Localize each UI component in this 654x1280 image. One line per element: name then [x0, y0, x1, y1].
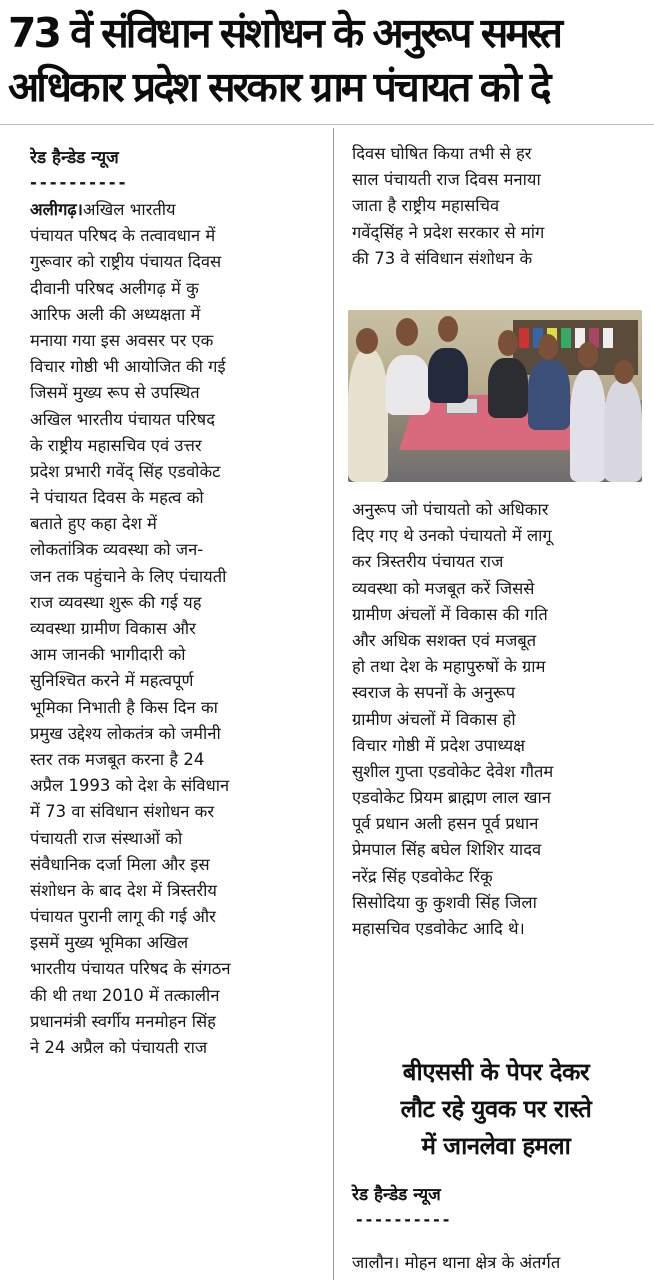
photo-head: [498, 330, 518, 356]
body-line: [352, 141, 642, 167]
photo-head: [614, 360, 634, 384]
body-line-text: ग्रामीण अंचलों में विकास हो: [352, 709, 516, 729]
body-line: [30, 223, 320, 249]
body-line-text: भारतीय पंचायत परिषद के संगठन: [30, 959, 231, 979]
body-line-text: बताते हुए कहा देश में: [30, 514, 157, 534]
body-line-text: में 73 वा संविधान संशोधन कर: [30, 802, 215, 822]
body-line: [352, 654, 642, 680]
body-line-text: सिसोदिया कु कुशवी सिंह जिला: [352, 892, 537, 912]
body-line-text: प्रमुख उद्देश्य लोकतंत्र को जमीनी: [30, 723, 221, 743]
body-line: [30, 380, 320, 406]
body-line: [30, 878, 320, 904]
body-line-text: दिवस घोषित किया तभी से हर: [352, 144, 532, 163]
body-line-text: गुरूवार को राष्ट्रीय पंचायत दिवस: [30, 252, 222, 272]
photo-person: [528, 360, 570, 430]
body-line: [352, 628, 642, 654]
body-line-text: जाता है राष्ट्रीय महासचिव: [352, 196, 500, 216]
body-line: [30, 433, 320, 459]
body-line: [352, 576, 642, 602]
body-line-text: गवेंद्सिंह ने प्रदेश सरकार से मांग: [352, 222, 545, 242]
body-line-text: सुनिश्चित करने में महत्वपूर्ण: [30, 671, 194, 691]
body-line: [352, 549, 642, 575]
body-line-text: ने पंचायत दिवस के महत्व को: [30, 488, 204, 508]
body-line: [30, 485, 320, 511]
body-line: [352, 193, 642, 219]
right-column-top: [352, 141, 642, 272]
body-line: [30, 590, 320, 616]
body-line: [30, 852, 320, 878]
second-headline-line: बीएससी के पेपर देकर: [402, 1058, 590, 1086]
photo-head: [356, 328, 378, 354]
body-line: [30, 511, 320, 537]
body-line-text: राज व्यवस्था शुरू की गई यह: [30, 592, 202, 612]
body-line: [352, 864, 642, 890]
body-line-text: ग्रामीण अंचलों में विकास की गति: [352, 604, 548, 624]
body-line-text: संशोधन के बाद देश में त्रिस्तरीय: [30, 880, 217, 900]
left-column: [30, 143, 320, 1061]
body-line-text: साल पंचायती राज दिवस मनाया: [352, 170, 541, 190]
body-line: [30, 826, 320, 852]
headline-line: अधिकार प्रदेश सरकार ग्राम पंचायत को दे: [8, 63, 549, 111]
body-line: [352, 759, 642, 785]
photo-book: [603, 328, 613, 348]
body-line-text: अनुरूप जो पंचायतो को अधिकार: [352, 500, 549, 519]
body-line-text: जन तक पहुंचाने के लिए पंचायती: [30, 566, 227, 586]
dateline: अलीगढ़।: [30, 200, 83, 219]
body-line: [352, 733, 642, 759]
body-line: [352, 811, 642, 837]
body-line-text: पूर्व प्रधान अली हसन पूर्व प्रधान: [352, 814, 539, 834]
body-line-text: महासचिव एडवोकेट आदि थे।: [352, 919, 525, 938]
body-line-text: व्यवस्था को मजबूत करें जिससे: [352, 578, 535, 598]
body-line: [352, 220, 642, 246]
body-line: [30, 302, 320, 328]
body-line-text: विचार गोष्ठी भी आयोजित की गई: [30, 357, 226, 377]
second-byline: रेड हैन्डेड न्यूज: [352, 1185, 441, 1205]
photo-book: [561, 328, 571, 348]
second-headline-line: लौट रहे युवक पर रास्ते: [400, 1095, 592, 1123]
body-line: [30, 956, 320, 982]
right-top-body: [352, 141, 642, 272]
body-line-text: हो तथा देश के महापुरुषों के ग्राम: [352, 657, 546, 677]
body-line: [352, 497, 642, 523]
second-headline: [346, 1054, 646, 1165]
body-line-text: दिए गए थे उनको पंचायतो में लागू: [352, 526, 552, 546]
body-line-text: आरिफ अली की अध्यक्षता में: [30, 304, 201, 324]
body-line: [30, 930, 320, 956]
body-line: [352, 167, 642, 193]
top-rule: [0, 124, 654, 125]
headline-line: 73 वें संविधान संशोधन के अनुरूप समस्त: [8, 9, 561, 57]
body-line: [30, 642, 320, 668]
body-line-text: कर त्रिस्तरीय पंचायत राज: [352, 552, 504, 572]
body-line: [352, 680, 642, 706]
body-line: [30, 773, 320, 799]
body-line-text: अखिल भारतीय पंचायत परिषद: [30, 409, 215, 429]
body-line: [30, 276, 320, 302]
body-line: [30, 328, 320, 354]
byline-dashes: ----------: [30, 173, 129, 192]
body-line-text: स्तर तक मजबूत करना है 24: [30, 749, 205, 769]
body-line: [30, 354, 320, 380]
body-line: [30, 459, 320, 485]
body-line: [30, 1035, 320, 1061]
body-line: [30, 668, 320, 694]
body-line-text: लोकतांत्रिक व्यवस्था को जन-: [30, 540, 204, 560]
photo-head: [396, 318, 418, 346]
body-line-text: आम जानकी भागीदारी को: [30, 645, 186, 665]
right-column-mid: [352, 497, 642, 942]
body-line-text: ने 24 अप्रैल को पंचायती राज: [30, 1038, 208, 1057]
body-line: [352, 785, 642, 811]
photo-head: [538, 334, 558, 360]
body-line: [30, 799, 320, 825]
body-line: [30, 249, 320, 275]
body-line-text: जिसमें मुख्य रूप से उपस्थित: [30, 383, 200, 403]
body-line: [30, 721, 320, 747]
body-line-text: दीवानी परिषद अलीगढ़ में कु: [30, 278, 199, 298]
body-line-text: पंचायत पुरानी लागू की गई और: [30, 907, 216, 927]
body-line: [30, 407, 320, 433]
body-line-text: नरेंद्र सिंह एडवोकेट रिंकू: [352, 866, 493, 886]
right-mid-body: [352, 497, 642, 942]
body-line-text: पंचायती राज संस्थाओं को: [30, 828, 183, 848]
photo-person: [348, 350, 388, 482]
photo-book: [519, 328, 529, 348]
body-line: [352, 246, 642, 272]
body-line-text: विचार गोष्ठी में प्रदेश उपाध्यक्ष: [352, 735, 526, 755]
body-line-text: व्यवस्था ग्रामीण विकास और: [30, 619, 196, 638]
body-line: [30, 616, 320, 642]
body-line: [352, 523, 642, 549]
body-line: [352, 707, 642, 733]
body-line: अखिल भारतीय: [82, 200, 176, 219]
body-line: [30, 904, 320, 930]
body-line-text: भूमिका निभाती है किस दिन का: [30, 697, 218, 717]
body-line: [30, 537, 320, 563]
photo-head: [438, 316, 458, 342]
body-line-text: संवैधानिक दर्जा मिला और इस: [30, 854, 210, 874]
body-line-text: और अधिक सशक्त एवं मजबूत: [352, 630, 537, 650]
body-line: [352, 890, 642, 916]
body-line: [30, 564, 320, 590]
news-photo: [348, 310, 642, 482]
photo-head: [578, 342, 598, 368]
photo-person: [488, 358, 528, 418]
body-line-text: अप्रैल 1993 को देश के संविधान: [30, 776, 230, 796]
byline: रेड हैन्डेड न्यूज: [30, 148, 119, 168]
column-divider: [333, 128, 334, 1280]
body-line-text: मनाया गया इस अवसर पर एक: [30, 330, 214, 350]
body-line-text: के राष्ट्रीय महासचिव एवं उत्तर: [30, 435, 202, 455]
photo-person: [428, 348, 468, 403]
body-line: [352, 837, 642, 863]
photo-person: [570, 370, 606, 482]
body-line-text: पंचायत परिषद के तत्वावधान में: [30, 226, 216, 246]
photo-person: [604, 380, 642, 482]
second-byline-dashes: ----------: [356, 1210, 453, 1229]
body-line: [352, 916, 642, 942]
body-line-text: प्रदेश प्रभारी गवेंद् सिंह एडवोकेट: [30, 461, 221, 481]
body-line: [30, 983, 320, 1009]
photo-person: [386, 355, 430, 415]
body-line-text: प्रेमपाल सिंह बघेल शिशिर यादव: [352, 840, 542, 860]
body-line-text: सुशील गुप्ता एडवोकेट देवेश गौतम: [352, 761, 554, 781]
second-article-first-line: जालौन। मोहन थाना क्षेत्र के अंतर्गत: [352, 1253, 561, 1272]
second-headline-line: में जानलेवा हमला: [421, 1132, 571, 1160]
body-line: [30, 747, 320, 773]
body-line-text: इसमें मुख्य भूमिका अखिल: [30, 933, 189, 953]
body-line: [30, 695, 320, 721]
body-line: [352, 602, 642, 628]
body-line-text: प्रधानमंत्री स्वर्गीय मनमोहन सिंह: [30, 1011, 216, 1031]
first-line: [30, 197, 320, 223]
body-line-text: एडवोकेट प्रियम ब्राह्मण लाल खान: [352, 788, 551, 808]
left-body: [30, 223, 320, 1061]
body-line: [30, 1009, 320, 1035]
body-line-text: की 73 वे संविधान संशोधन के: [352, 248, 533, 268]
body-line-text: की थी तथा 2010 में तत्कालीन: [30, 985, 220, 1005]
headline: [8, 6, 648, 114]
body-line-text: स्वराज के सपनों के अनुरूप: [352, 683, 516, 703]
